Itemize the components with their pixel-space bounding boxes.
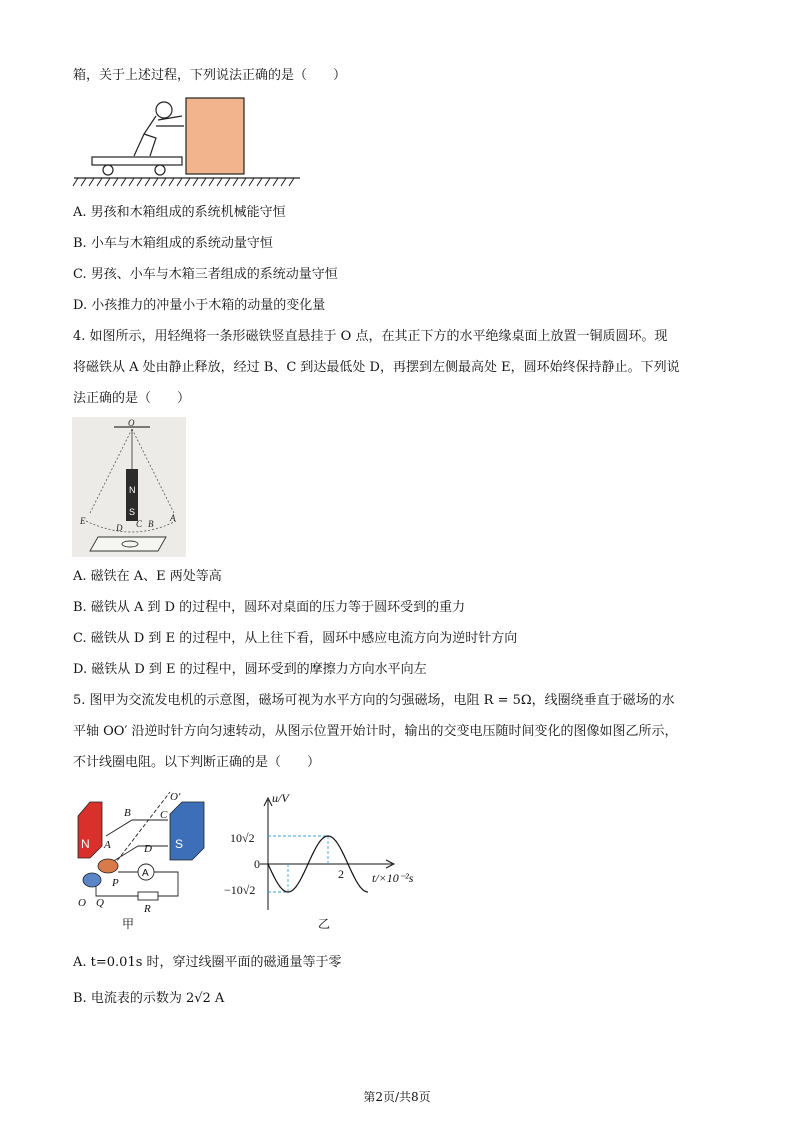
ground-hatch-mark xyxy=(113,178,118,186)
ground-hatch-mark xyxy=(129,178,134,186)
brush-q xyxy=(83,873,101,887)
boy xyxy=(134,102,184,156)
ground-hatch-mark xyxy=(289,178,294,186)
q4-option-c: C. 磁铁从 D 到 E 的过程中，从上往下看，圆环中感应电流方向为逆时针方向 xyxy=(73,631,518,646)
ground-hatch-mark xyxy=(233,178,238,186)
magnet-n-label: N xyxy=(129,485,136,495)
q5-option-b: B. 电流表的示数为 2√2 A xyxy=(73,991,225,1006)
y-axis-label: u/V xyxy=(272,791,289,805)
ground-hatch-mark xyxy=(273,178,278,186)
svg-text:D: D xyxy=(144,843,152,855)
ground-hatch-mark xyxy=(193,178,198,186)
ground-hatch-mark xyxy=(265,178,270,186)
ground-hatch-mark xyxy=(281,178,286,186)
caption-jia: 甲 xyxy=(122,917,135,931)
ground-hatch-mark xyxy=(217,178,222,186)
q4-figure xyxy=(72,417,186,557)
point-b-label: B xyxy=(148,519,154,529)
ground-hatch-mark xyxy=(185,178,190,186)
wooden-box xyxy=(186,98,244,174)
svg-text:N: N xyxy=(81,837,90,851)
y-tick-zero: 0 xyxy=(254,857,260,871)
x-tick-2: 2 xyxy=(338,867,344,881)
q4-stem-line-2: 将磁铁从 A 处由静止释放，经过 B、C 到达最低处 D，再摆到左侧最高处 E，圆环始终保持静止。下列说 xyxy=(73,360,680,375)
svg-text:A: A xyxy=(104,839,111,851)
ground-hatch-mark xyxy=(169,178,174,186)
q4-stem-line-1: 4. 如图所示，用轻绳将一条形磁铁竖直悬挂于 O 点，在其正下方的水平绝缘桌面上放置一铜质圆环。现 xyxy=(73,329,668,344)
q4-option-d: D. 磁铁从 D 到 E 的过程中，圆环受到的摩擦力方向水平向左 xyxy=(73,662,427,677)
q4-option-b: B. 磁铁从 A 到 D 的过程中，圆环对桌面的压力等于圆环受到的重力 xyxy=(73,600,466,615)
slip-ring xyxy=(98,859,118,873)
q5-stem-line-3: 不计线圈电阻。以下判断正确的是（ ） xyxy=(73,755,321,770)
q3-figure xyxy=(72,94,304,190)
ground-hatch xyxy=(73,178,294,186)
svg-text:R: R xyxy=(144,903,151,915)
table-top xyxy=(90,537,166,551)
point-c-label: C xyxy=(136,519,143,529)
q3-option-b: B. 小车与木箱组成的系统动量守恒 xyxy=(73,236,273,251)
point-e-label: E xyxy=(80,516,86,526)
q5-stem-line-1: 5. 图甲为交流发电机的示意图，磁场可视为水平方向的匀强磁场，电阻 R = 5Ω，线圈绕垂直于磁场的水 xyxy=(73,693,675,708)
q3-option-c: C. 男孩、小车与木箱三者组成的系统动量守恒 xyxy=(73,267,338,282)
cart-wheel-right xyxy=(155,165,165,175)
ground-hatch-mark xyxy=(249,178,254,186)
ground-hatch-mark xyxy=(73,178,78,186)
svg-text:O′: O′ xyxy=(170,791,181,803)
q3-option-d: D. 小孩推力的冲量小于木箱的动量的变化量 xyxy=(73,298,326,313)
magnet-s-pole xyxy=(170,802,204,860)
ground-hatch-mark xyxy=(241,178,246,186)
svg-text:A: A xyxy=(142,868,149,879)
y-tick-top: 10√2 xyxy=(230,831,255,845)
ground-hatch-mark xyxy=(121,178,126,186)
q4-option-a: A. 磁铁在 A、E 两处等高 xyxy=(73,569,222,584)
ground-hatch-mark xyxy=(153,178,158,186)
svg-text:S: S xyxy=(175,837,184,851)
voltage-chart xyxy=(222,786,432,932)
svg-text:Q: Q xyxy=(96,897,104,909)
caption-yi: 乙 xyxy=(318,917,331,931)
ground-hatch-mark xyxy=(105,178,110,186)
ground-hatch-mark xyxy=(145,178,150,186)
ground-hatch-mark xyxy=(161,178,166,186)
ground-hatch-mark xyxy=(201,178,206,186)
svg-text:B: B xyxy=(124,807,131,819)
cart-wheel-left xyxy=(103,165,113,175)
svg-text:O: O xyxy=(78,897,86,909)
ground-hatch-mark xyxy=(257,178,262,186)
q5-stem-line-2: 平轴 OO′ 沿逆时针方向匀速转动，从图示位置开始计时，输出的交变电压随时间变化的图像如图乙所示， xyxy=(73,724,678,739)
q4-stem-line-3: 法正确的是（ ） xyxy=(73,391,191,406)
q3-stem: 箱，关于上述过程，下列说法正确的是（ ） xyxy=(73,68,347,83)
ground-hatch-mark xyxy=(81,178,86,186)
ground-hatch-mark xyxy=(209,178,214,186)
point-d-label: D xyxy=(116,523,123,533)
svg-text:C: C xyxy=(160,809,168,821)
generator-figure xyxy=(72,786,212,932)
cart xyxy=(92,157,182,165)
resistor-r xyxy=(138,892,158,900)
point-o-label: O xyxy=(128,418,135,428)
y-tick-bottom: −10√2 xyxy=(224,883,256,897)
q5-option-a: A. t=0.01s 时，穿过线圈平面的磁通量等于零 xyxy=(73,955,342,970)
x-axis-label: t/×10⁻²s xyxy=(372,871,414,885)
ground-hatch-mark xyxy=(89,178,94,186)
ground-hatch-mark xyxy=(97,178,102,186)
ground-hatch-mark xyxy=(225,178,230,186)
svg-text:P: P xyxy=(112,877,119,889)
q3-option-a: A. 男孩和木箱组成的系统机械能守恒 xyxy=(73,205,286,220)
ground-hatch-mark xyxy=(177,178,182,186)
ground-hatch-mark xyxy=(137,178,142,186)
point-a-label: A xyxy=(170,513,176,523)
magnet-s-label: S xyxy=(129,507,136,517)
page-footer: 第2页/共8页 xyxy=(363,1090,431,1104)
